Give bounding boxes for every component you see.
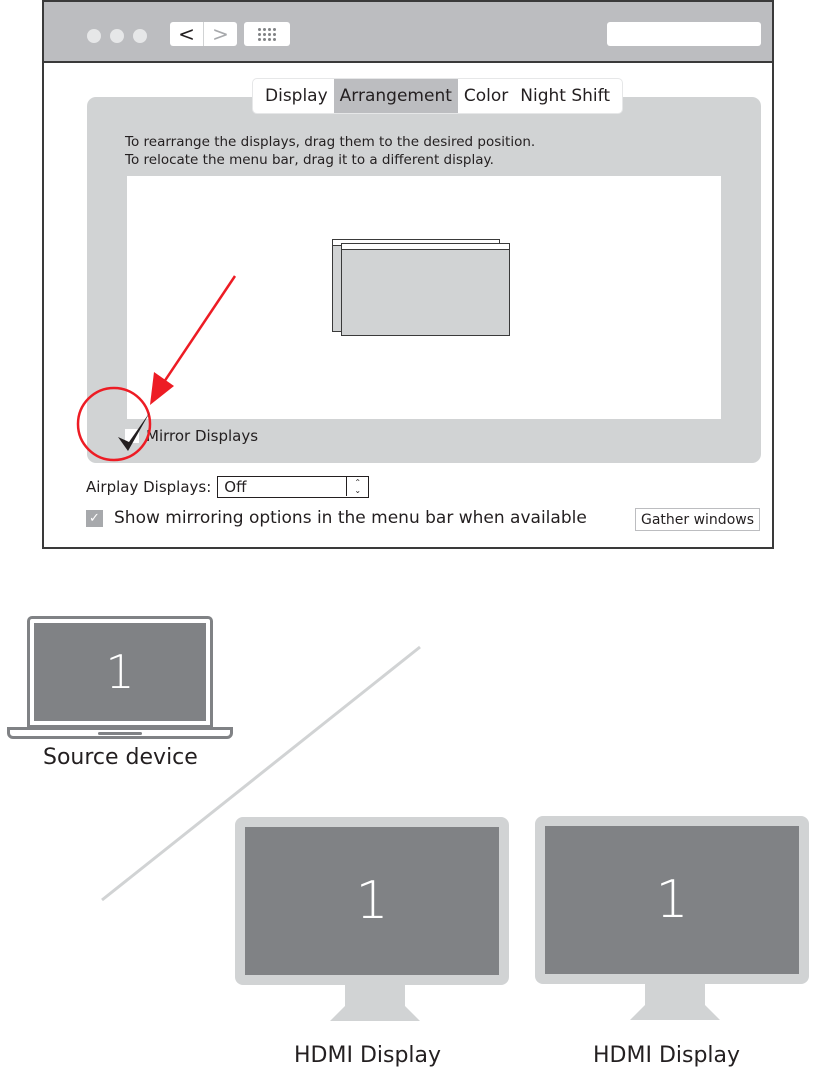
tab-display[interactable]: Display xyxy=(265,86,328,106)
tab-arrangement[interactable]: Arrangement xyxy=(334,79,458,113)
forward-button[interactable]: > xyxy=(203,22,237,46)
gather-windows-button[interactable]: Gather windows xyxy=(635,508,760,531)
tab-night-shift[interactable]: Night Shift xyxy=(520,86,610,106)
hdmi-display-2 xyxy=(535,816,809,984)
hdmi-display-1 xyxy=(235,817,509,985)
instruction-line-2: To relocate the menu bar, drag it to a different display. xyxy=(125,152,494,168)
annotation-circle-icon xyxy=(78,388,150,460)
laptop-screen: 1 xyxy=(34,623,206,721)
source-device-label: Source device xyxy=(43,745,198,770)
checkmark-icon: ✓ xyxy=(89,510,100,526)
instruction-line-1: To rearrange the displays, drag them to the desired position. xyxy=(125,134,536,150)
airplay-label: Airplay Displays: xyxy=(86,478,212,496)
show-mirroring-label: Show mirroring options in the menu bar when available xyxy=(114,508,587,528)
big-checkmark-icon xyxy=(118,412,150,451)
hdmi-display-2-stand xyxy=(620,983,730,1023)
airplay-value: Off xyxy=(224,478,247,496)
hdmi-display-1-label: HDMI Display xyxy=(294,1043,442,1068)
annotation-arrow-icon xyxy=(150,276,235,405)
hdmi-display-2-screen: 1 xyxy=(545,826,799,974)
mirror-displays-label: Mirror Displays xyxy=(146,427,259,445)
chevron-up-down-icon[interactable]: ⌃ ⌄ xyxy=(346,477,368,496)
hdmi-display-1-screen: 1 xyxy=(245,827,499,975)
hdmi-display-2-label: HDMI Display xyxy=(593,1043,741,1068)
tab-color[interactable]: Color xyxy=(463,86,509,106)
hdmi-display-1-stand xyxy=(320,984,430,1024)
back-button[interactable]: < xyxy=(178,22,195,46)
